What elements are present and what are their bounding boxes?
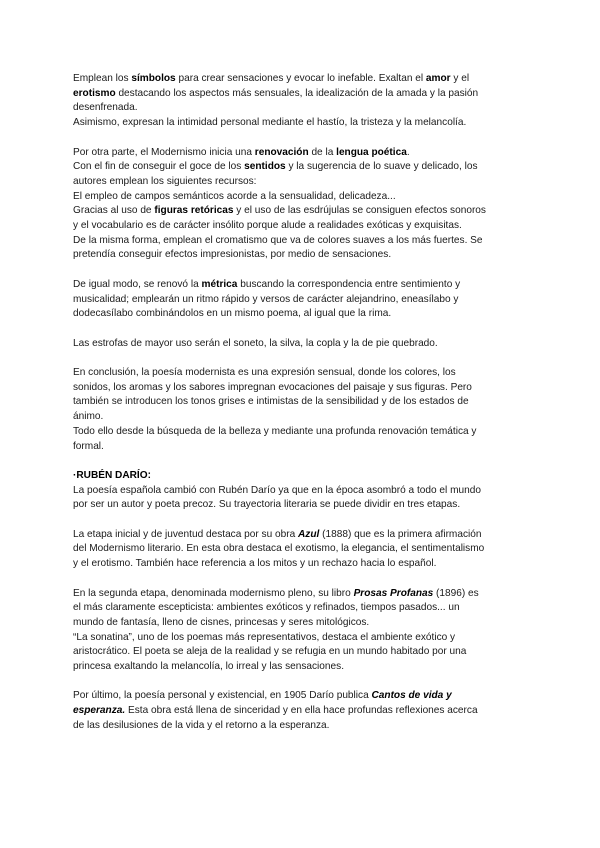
- book-title-text: Prosas Profanas: [353, 587, 434, 599]
- text-run: formal.: [73, 440, 104, 452]
- bold-term: renovación: [254, 146, 309, 158]
- text-line: [73, 366, 533, 381]
- text-run: La poesía española cambió con Rubén Darío ya que en la época asombró a todo el mundo: [73, 484, 481, 496]
- text-run: desenfrenada.: [73, 102, 138, 114]
- text-run: mundo de fantasía, lleno de cisnes, princesas y seres mitológicos.: [73, 616, 370, 628]
- text-run: por ser un autor y poeta precoz. Su trayectoria literaria se puede dividir en tres etapas.: [73, 499, 461, 511]
- text-line: [73, 616, 533, 631]
- text-run: El empleo de campos semánticos acorde a la sensualidad, delicadeza...: [73, 190, 396, 202]
- text-line: [73, 704, 533, 719]
- text-run: Esta obra está llena de sinceridad y en ella hace profundas reflexiones acerca: [125, 705, 478, 717]
- text-run: “La sonatina”, uno de los poemas más representativos, destaca el ambiente exótico y: [73, 631, 456, 643]
- text-line: [73, 660, 533, 675]
- text-line: [73, 204, 533, 219]
- text-run: sonidos, los aromas y los sabores impregnan evocaciones del paisaje y sus figuras. Pero: [73, 381, 472, 393]
- text-run: En la segunda etapa, denominada modernismo pleno, su libro: [73, 587, 354, 599]
- text-run: y el erotismo. También hace referencia a los mitos y un rechazo hacia lo español.: [73, 558, 437, 570]
- text-run: buscando la correspondencia entre sentimiento y: [237, 278, 461, 290]
- paragraph: [73, 366, 533, 454]
- text-line: [73, 425, 533, 440]
- book-title-text: Azul: [298, 528, 320, 540]
- text-line: [73, 72, 533, 87]
- text-run: y el uso de las esdrújulas se consiguen efectos sonoros: [233, 205, 486, 217]
- text-line: [73, 410, 533, 425]
- text-line: [73, 601, 533, 616]
- bold-term: figuras retóricas: [154, 205, 234, 217]
- text-line: [73, 101, 533, 116]
- text-line: [73, 116, 533, 131]
- text-line: [73, 719, 533, 734]
- text-run: princesa exaltando la melancolía, lo irreal y las sensaciones.: [73, 661, 344, 673]
- text-run: Por último, la poesía personal y existencial, en 1905 Darío publica: [73, 690, 372, 702]
- text-run: destacando los aspectos más sensuales, la idealización de la amada y la pasión: [115, 87, 479, 99]
- text-run: De igual modo, se renovó la: [73, 278, 202, 290]
- text-run: Las estrofas de mayor uso serán el soneto, la silva, la copla y la de pie quebrado.: [73, 337, 438, 349]
- text-line: [73, 219, 533, 234]
- text-run: y el vocabulario es de carácter insólito porque alude a realidades exóticas y exquisitas.: [73, 220, 462, 232]
- text-run: .: [406, 146, 410, 158]
- text-run: de las desilusiones de la vida y el retorno a la esperanza.: [73, 719, 330, 731]
- text-run: pretendía conseguir efectos impresionistas, por medio de sensaciones.: [73, 249, 392, 261]
- text-run: del Modernismo literario. En esta obra destaca el exotismo, la elegancia, el sentimentalismo: [73, 543, 485, 555]
- text-run: ánimo.: [73, 411, 104, 423]
- text-line: [73, 381, 533, 396]
- text-line: [73, 248, 533, 263]
- text-run: también se introducen los tonos grises e intimistas de la sensibilidad y de los estados de: [73, 396, 469, 408]
- paragraph: [73, 278, 533, 322]
- text-run: y el: [450, 73, 470, 84]
- text-line: [73, 87, 533, 102]
- text-line: [73, 307, 533, 322]
- text-run: Todo ello desde la búsqueda de la belleza y mediante una profunda renovación temática y: [73, 425, 477, 437]
- text-line: [73, 689, 533, 704]
- text-run: De la misma forma, emplean el cromatismo que va de colores suaves a los más fuertes. Se: [73, 234, 483, 246]
- text-run: Asimismo, expresan la intimidad personal mediante el hastío, la tristeza y la melancolía.: [73, 117, 467, 129]
- text-line: [73, 395, 533, 410]
- text-line: [73, 146, 533, 161]
- section-heading: ·RUBÉN DARÍO:: [73, 469, 151, 481]
- text-run: Emplean los: [73, 73, 132, 84]
- text-line: [73, 190, 533, 205]
- text-line: [73, 234, 533, 249]
- text-line: [73, 498, 533, 513]
- text-run: para crear sensaciones y evocar lo inefable. Exaltan el: [175, 73, 426, 84]
- book-title-text: Cantos de vida y: [371, 690, 452, 702]
- paragraph: [73, 146, 533, 264]
- bold-term: lengua poética: [336, 146, 407, 158]
- text-run: autores emplean los siguientes recursos:: [73, 175, 257, 187]
- text-line: [73, 278, 533, 293]
- text-run: Con el fin de conseguir el goce de los: [73, 161, 245, 173]
- bold-term: sentidos: [244, 161, 286, 173]
- text-line: [73, 587, 533, 602]
- bold-term: símbolos: [131, 73, 176, 84]
- text-line: [73, 645, 533, 660]
- text-line: [73, 484, 533, 499]
- text-run: de la: [308, 146, 337, 158]
- paragraph: [73, 469, 533, 513]
- text-line: [73, 528, 533, 543]
- text-line: [73, 631, 533, 646]
- text-line: [73, 337, 533, 352]
- book-title: [354, 588, 434, 599]
- text-line: [73, 175, 533, 190]
- text-run: Por otra parte, el Modernismo inicia una: [73, 146, 255, 158]
- bold-term: métrica: [201, 278, 238, 290]
- text-run: En conclusión, la poesía modernista es una expresión sensual, donde los colores, los: [73, 367, 456, 378]
- text-run: musicalidad; emplearán un ritmo rápido y versos de carácter alejandrino, eneasílabo y: [73, 293, 459, 305]
- paragraph: [73, 528, 533, 572]
- text-run: y la sugerencia de lo suave y delicado, los: [285, 161, 478, 173]
- document-page: [73, 72, 533, 748]
- text-run: La etapa inicial y de juventud destaca por su obra: [73, 528, 299, 540]
- text-run: Gracias al uso de: [73, 205, 155, 217]
- paragraph: [73, 587, 533, 675]
- text-line: [73, 440, 533, 455]
- text-run: (1888) que es la primera afirmación: [319, 528, 482, 540]
- text-run: aristocrático. El poeta se aleja de la realidad y se refugia en un mundo habitado por una: [73, 646, 467, 658]
- text-run: el más claramente escepticista: ambientes exóticos y refinados, tiempos pasados... un: [73, 602, 460, 614]
- book-title: [372, 690, 452, 701]
- text-run: (1896) es: [433, 587, 479, 599]
- text-line: [73, 160, 533, 175]
- book-title-text: esperanza.: [73, 705, 126, 717]
- text-line: [73, 557, 533, 572]
- paragraph: [73, 689, 533, 733]
- bold-term: erotismo: [73, 87, 116, 99]
- text-line: [73, 293, 533, 308]
- text-line: [73, 542, 533, 557]
- book-title: [73, 705, 125, 716]
- paragraph: [73, 337, 533, 352]
- text-run: dodecasílabo combinándolos en un mismo poema, al igual que la rima.: [73, 308, 392, 320]
- book-title: [298, 529, 319, 540]
- paragraph: [73, 72, 533, 131]
- bold-term: amor: [425, 73, 451, 84]
